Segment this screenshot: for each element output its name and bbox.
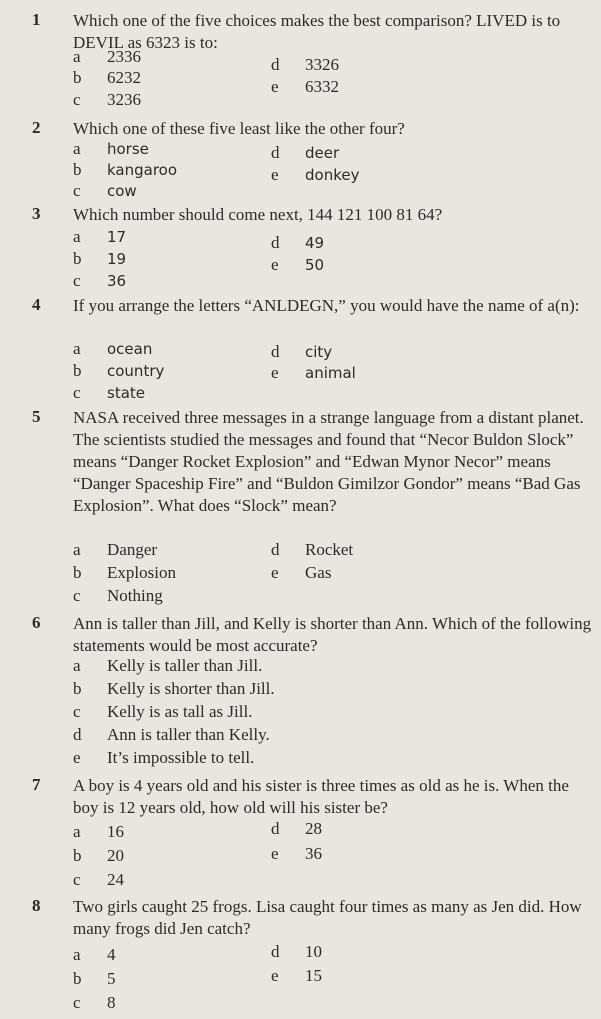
option-b	[73, 159, 177, 181]
option-text: 24	[107, 870, 124, 889]
option-e	[271, 76, 339, 98]
option-c	[73, 701, 252, 723]
question-number: 3	[32, 204, 41, 223]
option-text: 20	[107, 846, 124, 865]
option-b	[73, 562, 176, 584]
option-letter: e	[271, 363, 279, 382]
question-prompt: If you arrange the letters “ANLDEGN,” you would have the name of a(n):	[73, 296, 580, 315]
option-letter: c	[73, 702, 81, 721]
option-b	[73, 845, 124, 867]
option-text: state	[107, 384, 145, 402]
option-e	[271, 362, 356, 384]
option-text: 15	[305, 966, 322, 985]
option-e	[271, 965, 322, 987]
option-a	[73, 46, 141, 68]
option-a	[73, 821, 124, 843]
option-letter: a	[73, 227, 81, 246]
question-prompt: NASA received three messages in a strange language from a distant planet. The scientists studied the messages and found that “Necor Buldon Slock” means “Danger Rocket Explosion” and “Edwan Mynor Necor” means “Danger Spaceship Fire” and “Buldon Gimilzor Gondor” means “Bad Gas Explosion”. What does “Slock” mean?	[73, 408, 584, 515]
option-text: ocean	[107, 340, 153, 358]
option-letter: c	[73, 90, 81, 109]
option-text: donkey	[305, 166, 360, 184]
option-text: Ann is taller than Kelly.	[107, 725, 270, 744]
option-letter: a	[73, 339, 81, 358]
option-letter: b	[73, 68, 82, 87]
option-text: 49	[305, 234, 325, 252]
option-text: 6332	[305, 77, 339, 96]
option-letter: c	[73, 383, 81, 402]
option-b	[73, 360, 164, 382]
option-letter: d	[271, 540, 280, 559]
option-d	[271, 941, 322, 963]
option-text: Kelly is as tall as Jill.	[107, 702, 253, 721]
option-letter: e	[73, 748, 81, 767]
option-letter: e	[271, 77, 279, 96]
option-d	[271, 341, 332, 363]
option-d	[271, 818, 322, 840]
option-letter: a	[73, 540, 81, 559]
option-letter: c	[73, 271, 81, 290]
option-text: Kelly is taller than Jill.	[107, 656, 263, 675]
question-prompt: Two girls caught 25 frogs. Lisa caught four times as many as Jen did. How many frogs did Jen catch?	[73, 897, 582, 938]
question-prompt: A boy is 4 years old and his sister is three times as old as he is. When the boy is 12 years old, how old will his sister be?	[73, 776, 569, 817]
question-number: 2	[32, 118, 41, 137]
option-letter: e	[271, 563, 279, 582]
option-c	[73, 585, 163, 607]
option-c	[73, 869, 124, 891]
option-c	[73, 270, 126, 292]
option-text: 16	[107, 822, 124, 841]
option-letter: a	[73, 656, 81, 675]
option-text: 8	[107, 993, 116, 1012]
option-letter: d	[271, 233, 280, 252]
question-number: 1	[32, 10, 41, 29]
option-b	[73, 67, 141, 89]
option-text: animal	[305, 364, 356, 382]
option-text: It’s impossible to tell.	[107, 748, 255, 767]
option-text: Nothing	[107, 586, 163, 605]
option-letter: d	[271, 55, 280, 74]
option-letter: d	[271, 819, 280, 838]
option-text: cow	[107, 182, 137, 200]
option-letter: d	[73, 725, 82, 744]
option-e	[271, 562, 331, 584]
option-text: city	[305, 343, 333, 361]
option-letter: a	[73, 822, 81, 841]
option-b	[73, 968, 116, 990]
option-a	[73, 138, 149, 160]
option-e	[271, 164, 359, 186]
option-text: 10	[305, 942, 322, 961]
option-b	[73, 678, 275, 700]
question-number: 6	[32, 613, 41, 632]
option-text: 36	[107, 272, 127, 290]
option-text: Danger	[107, 540, 158, 559]
option-letter: b	[73, 846, 82, 865]
option-letter: c	[73, 181, 81, 200]
question-number: 4	[32, 295, 41, 314]
option-letter: b	[73, 679, 82, 698]
option-letter: e	[271, 844, 279, 863]
question-prompt: Ann is taller than Jill, and Kelly is shorter than Ann. Which of the following statements would be most accurate?	[73, 614, 592, 655]
option-text: Explosion	[107, 563, 176, 582]
option-text: 4	[107, 945, 116, 964]
option-letter: b	[73, 361, 82, 380]
option-a	[73, 539, 157, 561]
option-letter: d	[271, 942, 280, 961]
option-text: 50	[305, 256, 325, 274]
option-text: 28	[305, 819, 322, 838]
option-c	[73, 180, 137, 202]
option-d	[271, 54, 339, 76]
option-letter: b	[73, 563, 82, 582]
option-text: Kelly is shorter than Jill.	[107, 679, 275, 698]
question-prompt: Which one of the five choices makes the best comparison? LIVED is to DEVIL as 6323 is to:	[73, 11, 561, 52]
option-text: Gas	[305, 563, 332, 582]
option-d	[73, 724, 270, 746]
option-c	[73, 382, 145, 404]
option-a	[73, 655, 262, 677]
option-text: horse	[107, 140, 149, 158]
option-letter: c	[73, 993, 81, 1012]
option-text: 36	[305, 844, 322, 863]
option-b	[73, 248, 126, 270]
question-number: 5	[32, 407, 41, 426]
option-e	[271, 254, 324, 276]
option-d	[271, 539, 353, 561]
option-letter: d	[271, 143, 280, 162]
option-text: 5	[107, 969, 116, 988]
question-number: 7	[32, 775, 41, 794]
question-prompt: Which one of these five least like the other four?	[73, 119, 405, 138]
option-letter: d	[271, 342, 280, 361]
option-letter: e	[271, 165, 279, 184]
option-text: 3326	[305, 55, 339, 74]
option-text: country	[107, 362, 165, 380]
option-letter: e	[271, 966, 279, 985]
question-number: 8	[32, 896, 41, 915]
option-letter: c	[73, 586, 81, 605]
option-letter: a	[73, 945, 81, 964]
option-e	[271, 843, 322, 865]
option-text: 19	[107, 250, 127, 268]
option-text: 17	[107, 228, 127, 246]
option-letter: b	[73, 160, 82, 179]
option-text: kangaroo	[107, 161, 178, 179]
option-a	[73, 338, 152, 360]
question-prompt: Which number should come next, 144 121 100 81 64?	[73, 205, 443, 224]
option-d	[271, 232, 324, 254]
option-e	[73, 747, 254, 769]
option-c	[73, 89, 141, 111]
option-letter: b	[73, 249, 82, 268]
option-d	[271, 142, 339, 164]
option-letter: c	[73, 870, 81, 889]
option-c	[73, 992, 116, 1014]
option-text: 3236	[107, 90, 141, 109]
option-letter: b	[73, 969, 82, 988]
option-letter: a	[73, 139, 81, 158]
option-letter: a	[73, 47, 81, 66]
option-text: 6232	[107, 68, 141, 87]
option-a	[73, 226, 126, 248]
option-text: 2336	[107, 47, 141, 66]
option-letter: e	[271, 255, 279, 274]
option-text: deer	[305, 144, 340, 162]
option-text: Rocket	[305, 540, 354, 559]
option-a	[73, 944, 116, 966]
